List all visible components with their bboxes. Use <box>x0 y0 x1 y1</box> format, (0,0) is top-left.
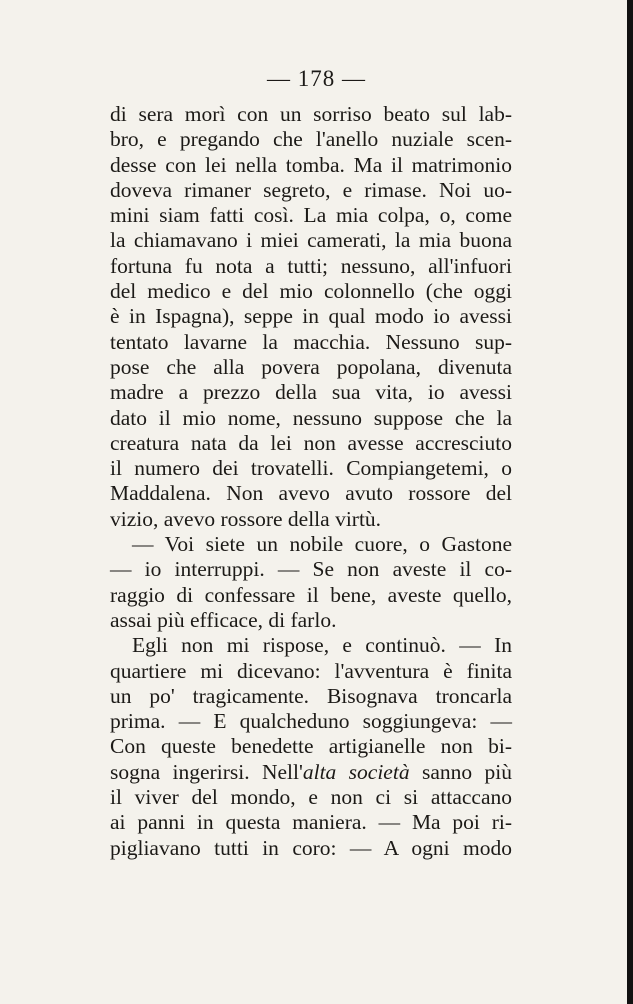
text-line: mini siam fatti così. La mia colpa, o, come <box>110 203 512 228</box>
text-line: doveva rimaner segreto, e rimase. Noi uo- <box>110 177 512 202</box>
text-line: madre a prezzo della sua vita, io avessi <box>110 380 512 405</box>
text-line: il numero dei trovatelli. Compiangetemi, o <box>110 456 512 481</box>
text-line: del medico e del mio colonnello (che oggi <box>110 279 512 304</box>
text-line: ai panni in questa maniera. — Ma poi ri- <box>110 810 512 835</box>
text-line: dato il mio nome, nessuno suppose che la <box>110 405 512 430</box>
text-line: vizio, avevo rossore della virtù. <box>110 506 382 531</box>
text-line: è in Ispagna), seppe in qual modo io avessi <box>110 304 512 329</box>
text-line: desse con lei nella tomba. Ma il matrimonio <box>110 152 512 177</box>
text-line: sogna ingerirsi. Nell'alta società sanno più <box>110 759 512 784</box>
text-line: prima. — E qualcheduno soggiungeva: — <box>110 709 512 734</box>
text-line: un po' tragicamente. Bisognava troncarla <box>110 683 512 708</box>
text-line: il viver del mondo, e non ci si attaccano <box>110 785 512 810</box>
text-line: raggio di confessare il bene, aveste quello, <box>110 582 512 607</box>
text-line: bro, e pregando che l'anello nuziale scen- <box>110 127 512 152</box>
text-line: di sera morì con un sorriso beato sul lab- <box>110 102 512 126</box>
text-line: quartiere mi dicevano: l'avventura è finita <box>110 658 512 683</box>
text-line: — io interruppi. — Se non aveste il co- <box>110 557 512 582</box>
text-line: assai più efficace, di farlo. <box>110 607 337 632</box>
text-line: Egli non mi rispose, e continuò. — In <box>132 633 512 658</box>
text-line: Con queste benedette artigianelle non bi- <box>110 734 512 759</box>
text-line: — Voi siete un nobile cuore, o Gastone <box>132 532 512 557</box>
text-line: tentato lavarne la macchia. Nessuno sup- <box>110 329 512 354</box>
text-line: pose che alla povera popolana, divenuta <box>110 354 512 379</box>
page-number: — 178 — <box>267 66 366 91</box>
text-line: pigliavano tutti in coro: — A ogni modo <box>110 835 512 860</box>
body-text <box>110 102 512 861</box>
text-line: la chiamavano i miei camerati, la mia buona <box>110 228 512 253</box>
text-line: creatura nata da lei non avesse accresciuto <box>110 430 512 455</box>
page-edge-shadow <box>627 0 633 1004</box>
text-line: Maddalena. Non avevo avuto rossore del <box>110 481 512 506</box>
text-line: fortuna fu nota a tutti; nessuno, all'infuori <box>110 253 512 278</box>
